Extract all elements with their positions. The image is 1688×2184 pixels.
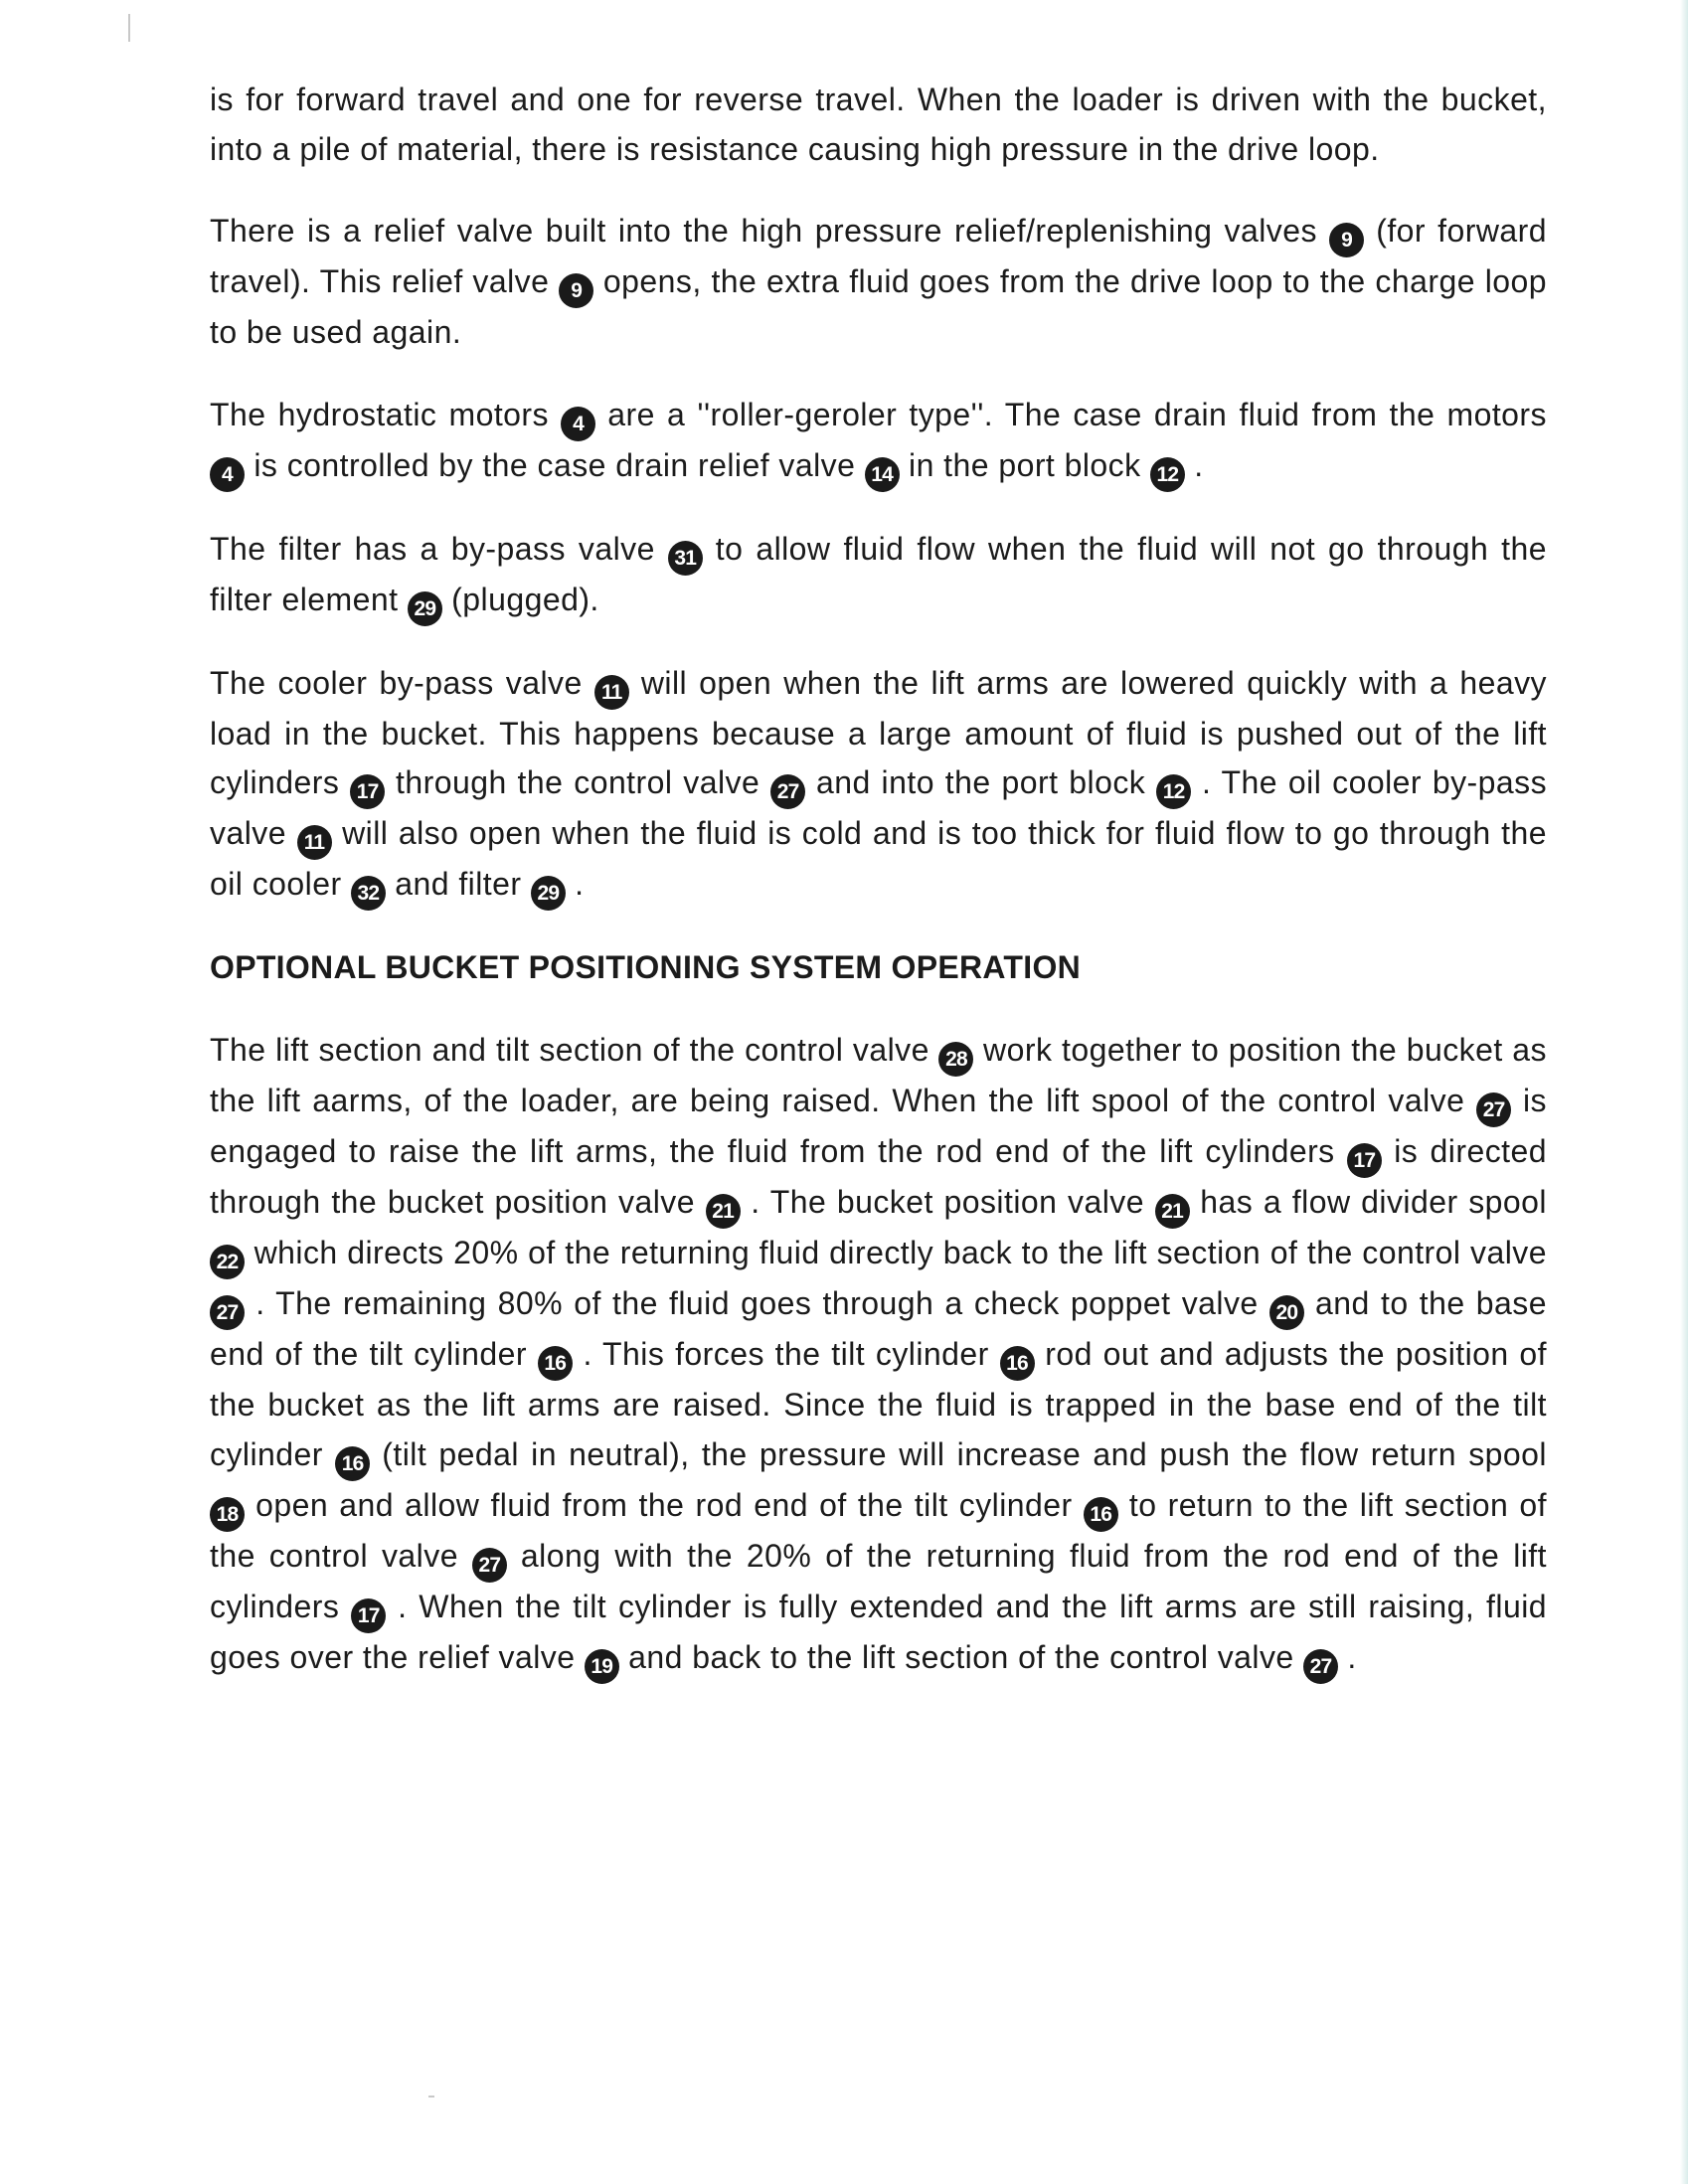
callout-number: 17 — [1347, 1143, 1382, 1178]
callout-number: 21 — [706, 1194, 741, 1229]
callout-number: 16 — [1084, 1497, 1118, 1532]
paragraph-text: . The remaining 80% of the fluid goes through a check poppet valve — [245, 1284, 1269, 1321]
scan-mark — [428, 2096, 434, 2098]
callout-number: 28 — [938, 1042, 973, 1077]
paragraph-text: rod out and adjusts the position of the bucket as the lift arms are raised. Since the fluid is trapped in the base end of the tilt cylinder — [210, 1335, 1548, 1472]
paragraph — [210, 525, 1547, 626]
callout-number: 12 — [1156, 774, 1191, 809]
intro-section — [210, 76, 1547, 911]
paragraph-text: The filter has a by-pass valve — [210, 530, 668, 567]
callout-number: 16 — [538, 1346, 573, 1381]
callout-number: 11 — [594, 675, 629, 710]
section-heading: OPTIONAL BUCKET POSITIONING SYSTEM OPERATION — [210, 949, 1082, 986]
callout-number: 19 — [585, 1649, 619, 1684]
callout-number: 9 — [1329, 223, 1364, 257]
callout-number: 12 — [1150, 457, 1185, 492]
callout-number: 21 — [1155, 1194, 1190, 1229]
paragraph-text: through the control valve — [385, 764, 771, 801]
callout-number: 29 — [531, 876, 566, 911]
paragraph-text: work together to position the bucket as the lift aarms, of the loader, are being raised. When the lift spool of the control valve — [210, 1031, 1548, 1118]
paragraph-text: open and allow fluid from the rod end of the tilt cylinder — [245, 1486, 1084, 1523]
paragraph-text: . — [1338, 1638, 1357, 1675]
paragraph-text: . The oil cooler by-pass valve — [210, 764, 1548, 852]
paragraph-text: will also open when the fluid is cold and is too thick for fluid flow to go through the oil cooler — [210, 815, 1547, 903]
callout-number: 4 — [210, 457, 245, 492]
callout-number: 18 — [210, 1497, 245, 1532]
paragraph-text: to return to the lift section of the control valve — [210, 1486, 1547, 1574]
paragraph-text: . The bucket position valve — [740, 1183, 1155, 1220]
paragraph-text: is engaged to raise the lift arms, the fluid from the rod end of the lift cylinders — [210, 1082, 1548, 1169]
paragraph-text: (plugged). — [441, 581, 599, 617]
callout-number: 17 — [351, 1598, 386, 1633]
paragraph-text: and back to the lift section of the control valve — [618, 1638, 1304, 1675]
callout-number: 27 — [210, 1295, 245, 1330]
callout-number: 20 — [1269, 1295, 1304, 1330]
callout-number: 22 — [210, 1245, 245, 1279]
paragraph-text: . When the tilt cylinder is fully extended and the lift arms are still raising, fluid goes over the relief valve — [210, 1588, 1548, 1675]
paragraph-text: (tilt pedal in neutral), the pressure will increase and push the flow return spool — [370, 1435, 1547, 1472]
callout-number: 14 — [865, 457, 900, 492]
paragraph-text: along with the 20% of the returning fluid from the rod end of the lift cylinders — [210, 1537, 1547, 1624]
paragraph-text: . — [565, 866, 585, 903]
paragraph-text: will open when the lift arms are lowered quickly with a heavy load in the bucket. This happens because a large amount of fluid is pushed out of the lift cylinders — [210, 664, 1547, 801]
paragraph-text: and into the port block — [805, 764, 1157, 801]
paragraph — [210, 1026, 1547, 1684]
bucket-positioning-section — [210, 1026, 1547, 1684]
paragraph — [210, 207, 1547, 358]
callout-number: 27 — [1303, 1649, 1338, 1684]
paragraph-text: is controlled by the case drain relief valve — [245, 446, 865, 483]
callout-number: 17 — [350, 774, 385, 809]
callout-number: 31 — [668, 541, 703, 576]
callout-number: 9 — [559, 273, 593, 308]
callout-number: 27 — [472, 1548, 507, 1583]
paragraph-text: to allow fluid flow when the fluid will not go through the filter element — [210, 530, 1547, 617]
paragraph-text: which directs 20% of the returning fluid directly back to the lift section of the control valve — [245, 1234, 1547, 1270]
callout-number: 4 — [561, 407, 595, 441]
paragraph-text: The hydrostatic motors — [210, 396, 562, 432]
paragraph-text: (for forward travel). This relief valve — [210, 213, 1547, 300]
callout-number: 16 — [1000, 1346, 1035, 1381]
paragraph-text: opens, the extra fluid goes from the drive loop to the charge loop to be used again. — [210, 263, 1547, 351]
paragraph-text: . This forces the tilt cylinder — [572, 1335, 1000, 1372]
page-edge-shadow — [1680, 0, 1688, 2184]
callout-number: 29 — [408, 591, 442, 626]
paragraph-text: is for forward travel and one for reverse travel. When the loader is driven with the bucket, into a pile of material, there is resistance causing high pressure in the drive loop. — [210, 82, 1547, 167]
paragraph-text: The cooler by-pass valve — [210, 664, 594, 701]
paragraph-text: . — [1184, 446, 1204, 483]
callout-number: 27 — [770, 774, 805, 809]
paragraph — [210, 659, 1547, 912]
paragraph — [210, 76, 1547, 174]
callout-number: 32 — [351, 876, 386, 911]
paragraph-text: The lift section and tilt section of the control valve — [210, 1031, 939, 1068]
paragraph-text: in the port block — [899, 446, 1150, 483]
scan-mark — [128, 14, 130, 42]
callout-number: 27 — [1476, 1092, 1511, 1127]
paragraph-text: and to the base end of the tilt cylinder — [210, 1284, 1548, 1372]
paragraph-text: are a ''roller-geroler type''. The case drain fluid from the motors — [595, 396, 1547, 432]
paragraph-text: is directed through the bucket position valve — [210, 1132, 1547, 1220]
paragraph-text: and filter — [385, 866, 531, 903]
paragraph-text: There is a relief valve built into the high pressure relief/replenishing valves — [210, 213, 1330, 250]
paragraph — [210, 391, 1547, 492]
callout-number: 11 — [297, 825, 332, 860]
callout-number: 16 — [335, 1446, 370, 1481]
page-body — [210, 76, 1547, 1717]
paragraph-text: has a flow divider spool — [1189, 1183, 1547, 1220]
